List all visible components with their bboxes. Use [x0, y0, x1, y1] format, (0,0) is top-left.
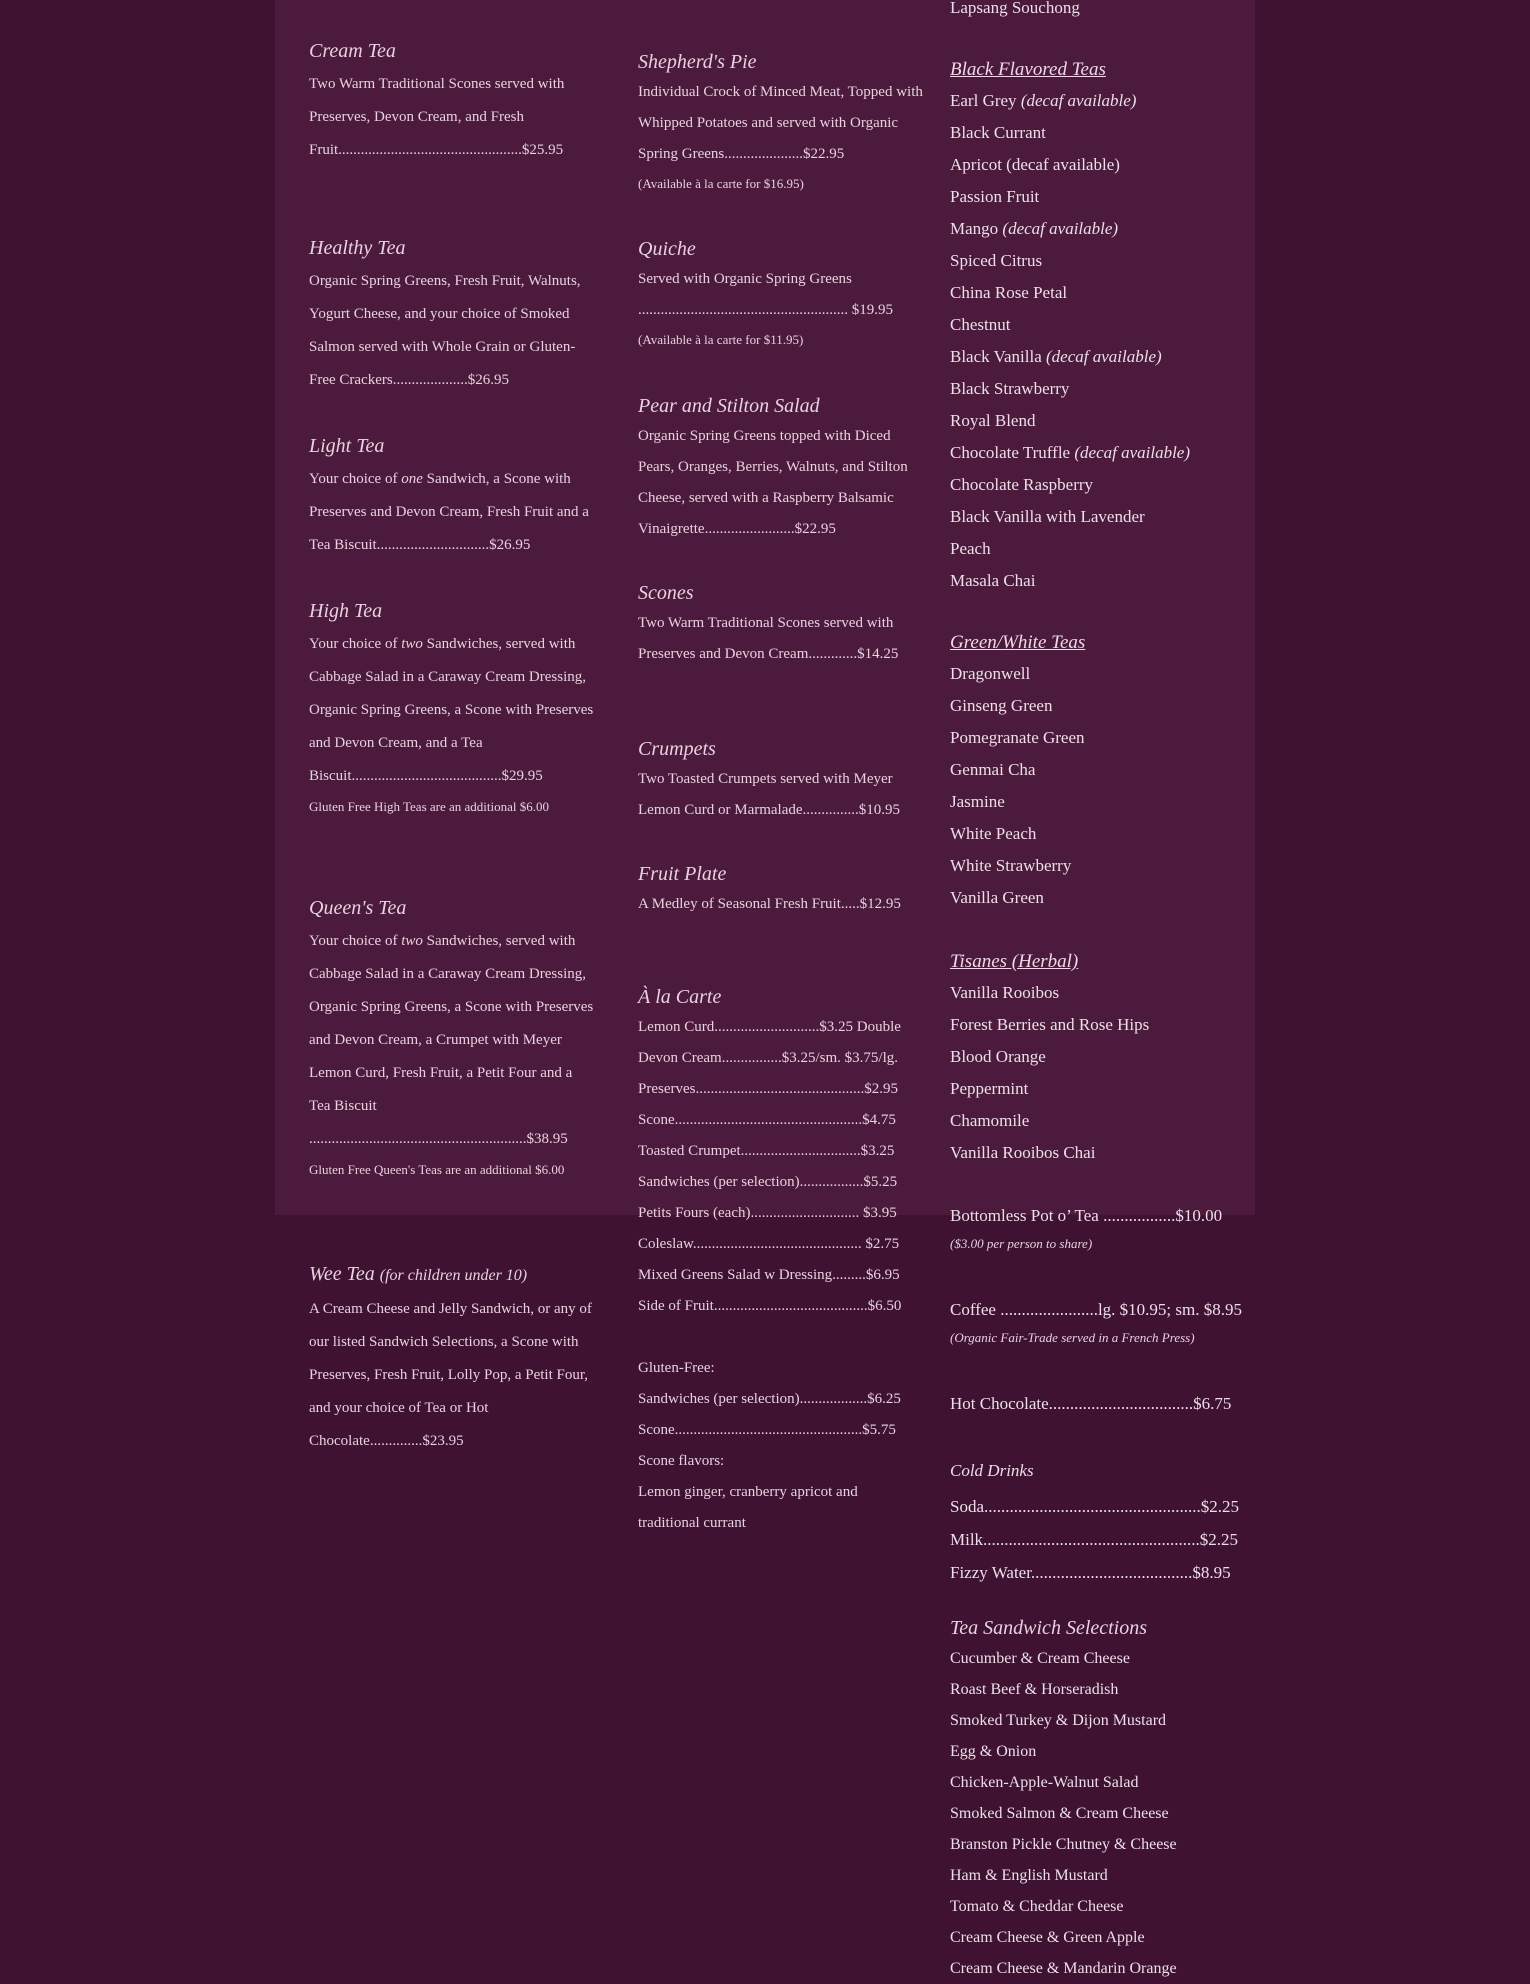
carte-line: Lemon ginger, cranberry apricot and [638, 1484, 858, 1500]
menu-item-crumpets [638, 736, 928, 826]
tea-name: Chestnut [950, 315, 1011, 334]
item-title: Healthy Tea [309, 237, 406, 259]
item-description: Served with Organic Spring Greens ........................................................ $19.95 [638, 271, 893, 318]
tea-name: Apricot (decaf available) [950, 155, 1120, 174]
item-note: Gluten Free High Teas are an additional $6.00 [309, 799, 550, 814]
desc-emphasis: two [401, 933, 423, 949]
menu-item-cream-tea [309, 38, 594, 167]
sandwich-list-item: Tomato & Cheddar Cheese [950, 1898, 1124, 1915]
item-title: Scones [638, 582, 694, 604]
tea-name: Earl Grey [950, 91, 1021, 110]
item-description: Two Warm Traditional Scones served with Preserves and Devon Cream.............$14.25 [638, 615, 899, 662]
decaf-note: (decaf available) [1046, 347, 1162, 366]
tea-list-item [950, 181, 1250, 213]
item-title: Light Tea [309, 435, 385, 457]
decaf-note: (decaf available) [1002, 219, 1119, 238]
decaf-note: (decaf available) [1074, 443, 1191, 462]
carte-line: Side of Fruit.........................................$6.50 [638, 1298, 902, 1314]
carte-line: Preserves.............................................$2.95 [638, 1081, 898, 1097]
item-line: Hot Chocolate..................................$6.75 [950, 1394, 1232, 1413]
section-title: À la Carte [638, 986, 722, 1008]
menu-item-wee-tea [309, 1261, 594, 1458]
item-title: Crumpets [638, 738, 716, 760]
menu-item-pear-stilton-salad [638, 393, 928, 545]
item-description: Organic Spring Greens topped with Diced Pears, Oranges, Berries, Walnuts, and Stilton Cheese, served with a Raspberry Balsamic Vinaigrette........................$22.95 [638, 428, 908, 537]
tea-name: Black Vanilla [950, 347, 1046, 366]
desc-emphasis: two [401, 636, 423, 652]
desc-text: Your choice of [309, 636, 402, 652]
item-note: (Available à la carte for $16.95) [638, 176, 804, 191]
decaf-note: (decaf available) [1020, 91, 1137, 110]
tea-list-item [950, 245, 1250, 277]
menu-section-a-la-carte [638, 984, 928, 1539]
tea-list-item [950, 149, 1250, 181]
tea-list-item: Vanilla Rooibos Chai [950, 1143, 1096, 1162]
tea-name: Black Strawberry [950, 379, 1070, 398]
section-title: Cold Drinks [950, 1461, 1034, 1480]
item-title: Pear and Stilton Salad [638, 395, 820, 417]
sandwich-list-item: Roast Beef & Horseradish [950, 1681, 1119, 1698]
carte-line: Coleslaw............................................. $2.75 [638, 1236, 900, 1252]
drink-line: Soda...................................................$2.25 [950, 1497, 1239, 1516]
sandwich-list-item: Ham & English Mustard [950, 1867, 1108, 1884]
menu-item-fruit-plate [638, 861, 928, 920]
section-green-white-teas [950, 630, 1250, 914]
menu-item-light-tea [309, 433, 594, 562]
sandwich-list-item: Branston Pickle Chutney & Cheese [950, 1836, 1177, 1853]
tea-name: Black Vanilla with Lavender [950, 507, 1145, 526]
item-line: Coffee .......................lg. $10.95; sm. $8.95 [950, 1300, 1242, 1319]
tea-list-item: Lapsang Souchong [950, 0, 1080, 17]
desc-emphasis: one [401, 471, 423, 487]
desc-text: Sandwich, a Scone with Preserves and Devon Cream, Fresh Fruit and a Tea Biscuit..............................$26.95 [309, 471, 589, 553]
menu-item-hot-chocolate [950, 1389, 1250, 1419]
menu-item-healthy-tea [309, 235, 594, 397]
title-subtext: (for children under 10) [379, 1267, 528, 1284]
item-description: A Cream Cheese and Jelly Sandwich, or any of our listed Sandwich Selections, a Scone with Preserves, Fresh Fruit, Lolly Pop, a Petit Four, and your choice of Tea or Hot Chocolate..............$23.95 [309, 1301, 592, 1449]
section-title: Tea Sandwich Selections [950, 1617, 1148, 1639]
tea-list-item: Genmai Cha [950, 760, 1036, 779]
item-description: Two Warm Traditional Scones served with Preserves, Devon Cream, and Fresh Fruit.................................................$25.95 [309, 76, 565, 158]
item-title: Queen's Tea [309, 897, 407, 919]
section-cold-drinks [950, 1454, 1250, 1589]
item-description: Organic Spring Greens, Fresh Fruit, Walnuts, Yogurt Cheese, and your choice of Smoked Salmon served with Whole Grain or Gluten-Free Crackers....................$26.95 [309, 273, 581, 388]
desc-text: Your choice of [309, 933, 402, 949]
item-description [309, 925, 594, 1156]
menu-item-quiche [638, 236, 928, 350]
item-note: Gluten Free Queen's Teas are an additional $6.00 [309, 1162, 565, 1177]
carte-line: Mixed Greens Salad w Dressing.........$6.95 [638, 1267, 900, 1283]
tea-list-item [950, 277, 1250, 309]
tea-list-item: Vanilla Green [950, 888, 1044, 907]
section-tea-sandwiches [950, 1615, 1250, 1984]
tea-name: Peach [950, 539, 991, 558]
item-title [309, 1261, 594, 1289]
tea-list-item [950, 373, 1250, 405]
tea-name: Royal Blend [950, 411, 1036, 430]
menu-item-coffee [950, 1295, 1250, 1348]
tea-name: Chocolate Truffle [950, 443, 1075, 462]
tea-list-item [950, 469, 1250, 501]
tea-name: China Rose Petal [950, 283, 1068, 302]
section-title: Green/White Teas [950, 632, 1086, 653]
tea-name: Passion Fruit [950, 187, 1040, 206]
tea-list-item [950, 405, 1250, 437]
menu-item-queens-tea [309, 895, 594, 1180]
item-description: Individual Crock of Minced Meat, Topped with Whipped Potatoes and served with Organic Spring Greens.....................$22.95 [638, 84, 923, 162]
item-title: Fruit Plate [638, 863, 727, 885]
item-title: Quiche [638, 238, 696, 260]
menu-item-scones [638, 580, 928, 670]
tea-list-item: Chamomile [950, 1111, 1030, 1130]
drink-line: Fizzy Water......................................$8.95 [950, 1563, 1231, 1582]
item-description: A Medley of Seasonal Fresh Fruit.....$12.95 [638, 896, 901, 912]
menu-item-high-tea [309, 598, 594, 817]
item-note: (Available à la carte for $11.95) [638, 332, 804, 347]
tea-name: Chocolate Raspberry [950, 475, 1094, 494]
carte-line: Scone flavors: [638, 1453, 725, 1469]
section-title: Tisanes (Herbal) [950, 951, 1079, 972]
desc-text: Sandwiches, served with Cabbage Salad in a Caraway Cream Dressing, Organic Spring Greens, a Scone with Preserves and Devon Cream, and a Tea Biscuit........................................$29.95 [309, 636, 594, 784]
item-description [309, 463, 594, 562]
sandwich-list-item: Smoked Salmon & Cream Cheese [950, 1805, 1169, 1822]
item-description: Two Toasted Crumpets served with Meyer Lemon Curd or Marmalade...............$10.95 [638, 771, 901, 818]
sandwich-list-item: Cream Cheese & Green Apple [950, 1929, 1145, 1946]
carte-line: Devon Cream................$3.25/sm. $3.75/lg. [638, 1050, 898, 1066]
tea-list-item: Vanilla Rooibos [950, 983, 1060, 1002]
tea-name: Black Currant [950, 123, 1046, 142]
black-tea-list [950, 85, 1250, 597]
sandwich-list [950, 1643, 1250, 1984]
sandwich-list-item: Cream Cheese & Mandarin Orange [950, 1960, 1177, 1977]
tea-list-item [950, 565, 1250, 597]
carte-line: Sandwiches (per selection)..................$6.25 [638, 1391, 901, 1407]
tea-list-item: Ginseng Green [950, 696, 1053, 715]
carte-line: Toasted Crumpet................................$3.25 [638, 1143, 895, 1159]
tea-list-item [950, 341, 1250, 373]
tea-list-item [950, 501, 1250, 533]
item-note: (Organic Fair-Trade served in a French Press) [950, 1330, 1195, 1345]
tea-list-item: Peppermint [950, 1079, 1029, 1098]
carte-line: Scone..................................................$5.75 [638, 1422, 896, 1438]
carte-line: Gluten-Free: [638, 1360, 715, 1376]
tea-list-item [950, 309, 1250, 341]
desc-text: Sandwiches, served with Cabbage Salad in a Caraway Cream Dressing, Organic Spring Greens, a Scone with Preserves and Devon Cream, a Crumpet with Meyer Lemon Curd, Fresh Fruit, a Petit Four and a Tea Biscuit ..........................................................$38.95 [309, 933, 594, 1147]
carte-line: Sandwiches (per selection).................$5.25 [638, 1174, 898, 1190]
section-title: Black Flavored Teas [950, 59, 1106, 80]
tea-list-item [950, 533, 1250, 565]
tea-name: Mango [950, 219, 1003, 238]
sandwich-list-item: Cucumber & Cream Cheese [950, 1650, 1130, 1667]
tea-list-item [950, 85, 1250, 117]
carte-line: Scone..................................................$4.75 [638, 1112, 896, 1128]
tea-list-item [950, 213, 1250, 245]
tea-list-item: Pomegranate Green [950, 728, 1085, 747]
tea-list-item: White Strawberry [950, 856, 1072, 875]
sandwich-list-item: Egg & Onion [950, 1743, 1037, 1760]
a-la-carte-list [638, 1012, 928, 1539]
section-black-flavored-teas [950, 57, 1250, 597]
carte-line: traditional currant [638, 1515, 746, 1531]
section-tisanes [950, 949, 1250, 1169]
tea-list-item: Blood Orange [950, 1047, 1046, 1066]
carte-line: Lemon Curd............................$3.25 Double [638, 1019, 901, 1035]
drink-line: Milk...................................................$2.25 [950, 1530, 1239, 1549]
tea-list-item [950, 437, 1250, 469]
sandwich-list-item: Chicken-Apple-Walnut Salad [950, 1774, 1139, 1791]
menu-item-shepherds-pie [638, 49, 928, 194]
desc-text: Your choice of [309, 471, 402, 487]
menu-item-bottomless-pot [950, 1201, 1250, 1254]
item-line: Bottomless Pot o’ Tea .................$10.00 [950, 1206, 1223, 1225]
tisane-list [950, 977, 1250, 1169]
item-description [309, 628, 594, 793]
carte-spacer [638, 1322, 928, 1353]
item-note: ($3.00 per person to share) [950, 1236, 1093, 1251]
carte-line: Petits Fours (each)............................. $3.95 [638, 1205, 897, 1221]
title-text: Wee Tea [309, 1263, 375, 1285]
tea-list-item [950, 117, 1250, 149]
tea-name: Spiced Citrus [950, 251, 1043, 270]
tea-list-item: Forest Berries and Rose Hips [950, 1015, 1150, 1034]
item-title: High Tea [309, 600, 383, 622]
tea-name: Masala Chai [950, 571, 1036, 590]
sandwich-list-item: Smoked Turkey & Dijon Mustard [950, 1712, 1167, 1729]
tea-list-item: Dragonwell [950, 664, 1031, 683]
item-title: Shepherd's Pie [638, 51, 757, 73]
tea-list-item: Jasmine [950, 792, 1005, 811]
green-tea-list [950, 658, 1250, 914]
tea-list-item: White Peach [950, 824, 1037, 843]
item-title: Cream Tea [309, 40, 396, 62]
